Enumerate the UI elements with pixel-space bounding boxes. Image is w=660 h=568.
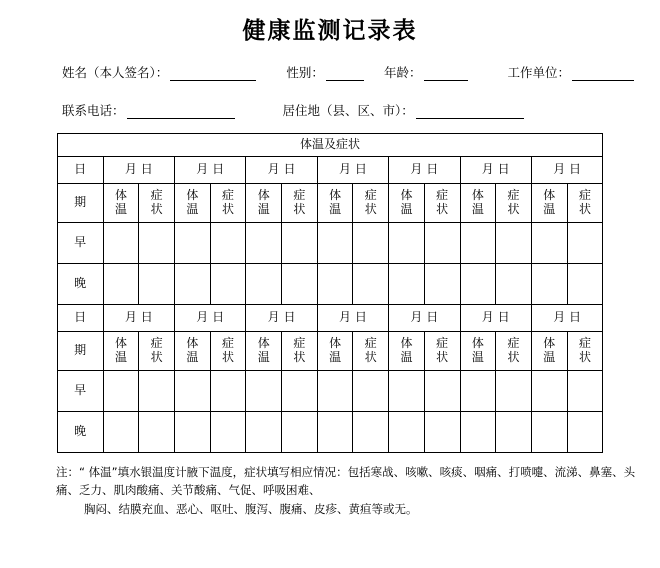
entry-cell[interactable] — [317, 412, 353, 453]
temp-line1: 体 — [543, 336, 556, 351]
phone-input-blank[interactable] — [127, 105, 235, 119]
date-cell[interactable]: 月 日 — [531, 305, 602, 332]
entry-cell[interactable] — [460, 223, 496, 264]
workplace-field[interactable] — [507, 63, 636, 81]
morning-row-block2 — [57, 371, 603, 412]
date-row-label — [57, 305, 103, 332]
temp-line1: 体 — [329, 188, 342, 203]
date-cell[interactable]: 月 日 — [246, 157, 317, 184]
residence-field[interactable] — [283, 101, 526, 119]
temp-line2: 温 — [186, 350, 199, 364]
temp-line1: 体 — [471, 188, 484, 203]
table-header-row — [57, 134, 603, 157]
entry-cell[interactable] — [246, 223, 282, 264]
footnote-line-2: 痛、乏力、肌肉酸痛、关节酸痛、气促、呼吸困难、 — [56, 483, 321, 498]
entry-cell[interactable] — [496, 223, 532, 264]
temp-line1: 体 — [329, 336, 342, 351]
workplace-input-blank[interactable] — [572, 67, 634, 81]
date-row-label-2 — [57, 332, 103, 371]
entry-cell[interactable] — [424, 412, 460, 453]
symptom-line2: 状 — [293, 350, 306, 364]
symptom-line1: 症 — [578, 336, 591, 351]
footnote-line-1: 注：“ 体温”填水银温度计腋下温度，症状填写相应情况：包括寒战、咳嗽、咳痰、咽痛、打喷嚏、流涕、鼻塞、头 — [56, 465, 636, 479]
symptom-line1: 症 — [364, 336, 377, 351]
date-label-line2: 期 — [74, 343, 87, 358]
entry-cell[interactable] — [567, 371, 603, 412]
gender-input-blank[interactable] — [326, 67, 364, 81]
entry-cell[interactable] — [317, 264, 353, 305]
temp-line1: 体 — [186, 336, 199, 351]
subheader-temp — [175, 184, 211, 223]
symptom-line2: 状 — [436, 350, 449, 364]
entry-cell[interactable] — [389, 412, 425, 453]
entry-cell[interactable] — [496, 264, 532, 305]
symptom-line1: 症 — [436, 336, 449, 351]
gender-field[interactable] — [286, 63, 366, 81]
evening-row-block2 — [57, 412, 603, 453]
temp-line1: 体 — [471, 336, 484, 351]
subheader-symptom — [353, 332, 389, 371]
symptom-line2: 状 — [507, 202, 520, 216]
entry-cell[interactable] — [353, 264, 389, 305]
symptom-line2: 状 — [222, 350, 235, 364]
temp-line1: 体 — [257, 188, 270, 203]
temp-line2: 温 — [543, 350, 556, 364]
date-label-line2: 期 — [74, 195, 87, 210]
evening-label: 晚 — [57, 264, 103, 305]
entry-cell[interactable] — [460, 371, 496, 412]
entry-cell[interactable] — [103, 223, 139, 264]
entry-cell[interactable] — [282, 412, 318, 453]
name-input-blank[interactable] — [170, 67, 256, 81]
entry-cell[interactable] — [389, 264, 425, 305]
morning-row-block1 — [57, 223, 603, 264]
subheader-symptom — [424, 332, 460, 371]
table-header-title: 体温及症状 — [57, 134, 603, 157]
subheader-temp — [103, 184, 139, 223]
temp-line1: 体 — [400, 188, 413, 203]
date-row-block2-second — [57, 332, 603, 371]
date-row-label — [57, 157, 103, 184]
entry-cell[interactable] — [139, 412, 175, 453]
symptom-line1: 症 — [293, 188, 306, 203]
subheader-temp — [175, 332, 211, 371]
date-cell[interactable]: 月 日 — [246, 305, 317, 332]
symptom-line1: 症 — [364, 188, 377, 203]
subheader-temp — [317, 184, 353, 223]
symptom-line1: 症 — [150, 336, 163, 351]
symptom-line1: 症 — [222, 188, 235, 203]
temp-line2: 温 — [543, 202, 556, 216]
date-cell[interactable]: 月 日 — [175, 157, 246, 184]
temp-line2: 温 — [114, 202, 127, 216]
temp-line2: 温 — [471, 202, 484, 216]
temp-line2: 温 — [329, 202, 342, 216]
entry-cell[interactable] — [531, 223, 567, 264]
fields-row-2 — [0, 101, 660, 119]
subheader-temp — [389, 332, 425, 371]
footnote-line-3: 胸闷、结膜充血、恶心、呕吐、腹泻、腹痛、皮疹、黄疸等或无。 — [84, 501, 418, 516]
subheader-temp — [531, 184, 567, 223]
symptom-line2: 状 — [222, 202, 235, 216]
temp-line1: 体 — [257, 336, 270, 351]
entry-cell[interactable] — [531, 371, 567, 412]
temp-line2: 温 — [186, 202, 199, 216]
temp-line1: 体 — [114, 188, 127, 203]
subheader-symptom — [496, 332, 532, 371]
entry-cell[interactable] — [282, 223, 318, 264]
subheader-temp — [460, 332, 496, 371]
temp-line2: 温 — [400, 350, 413, 364]
entry-cell[interactable] — [460, 412, 496, 453]
temp-line2: 温 — [257, 350, 270, 364]
subheader-symptom — [139, 332, 175, 371]
residence-label: 居住地（县、区、市）： — [282, 103, 414, 118]
date-cell[interactable]: 月 日 — [531, 157, 602, 184]
temp-line2: 温 — [114, 350, 127, 364]
entry-cell[interactable] — [246, 371, 282, 412]
subheader-symptom — [210, 184, 246, 223]
age-input-blank[interactable] — [424, 67, 468, 81]
date-cell[interactable]: 月 日 — [317, 157, 388, 184]
entry-cell[interactable] — [353, 412, 389, 453]
entry-cell[interactable] — [496, 371, 532, 412]
entry-cell[interactable] — [496, 412, 532, 453]
entry-cell[interactable] — [567, 223, 603, 264]
entry-cell[interactable] — [282, 371, 318, 412]
gender-label: 性别： — [286, 65, 324, 80]
name-label: 姓名（本人签名）： — [62, 65, 169, 80]
temp-line1: 体 — [543, 188, 556, 203]
date-row-block1 — [57, 157, 603, 184]
temp-line2: 温 — [257, 202, 270, 216]
date-row-block2 — [57, 305, 603, 332]
temp-line1: 体 — [400, 336, 413, 351]
date-label-line1: 日 — [74, 310, 87, 325]
subheader-temp — [460, 184, 496, 223]
entry-cell[interactable] — [282, 264, 318, 305]
subheader-temp — [246, 184, 282, 223]
date-cell[interactable]: 月 日 — [460, 305, 531, 332]
entry-cell[interactable] — [460, 264, 496, 305]
entry-cell[interactable] — [103, 264, 139, 305]
subheader-temp — [389, 184, 425, 223]
entry-cell[interactable] — [175, 371, 211, 412]
subheader-symptom — [424, 184, 460, 223]
document-page — [0, 12, 660, 568]
symptom-line2: 状 — [364, 350, 377, 364]
monitoring-table — [57, 133, 604, 453]
symptom-line1: 症 — [293, 336, 306, 351]
symptom-line1: 症 — [150, 188, 163, 203]
name-field[interactable] — [62, 63, 258, 81]
date-cell[interactable]: 月 日 — [389, 305, 460, 332]
symptom-line1: 症 — [507, 336, 520, 351]
temp-line2: 温 — [471, 350, 484, 364]
subheader-symptom — [496, 184, 532, 223]
symptom-line1: 症 — [578, 188, 591, 203]
date-cell[interactable]: 月 日 — [460, 157, 531, 184]
temp-line2: 温 — [400, 202, 413, 216]
date-cell[interactable]: 月 日 — [103, 305, 174, 332]
entry-cell[interactable] — [175, 412, 211, 453]
symptom-line1: 症 — [436, 188, 449, 203]
entry-cell[interactable] — [389, 371, 425, 412]
entry-cell[interactable] — [103, 412, 139, 453]
symptom-line2: 状 — [293, 202, 306, 216]
entry-cell[interactable] — [210, 223, 246, 264]
phone-field[interactable] — [62, 101, 237, 119]
date-cell[interactable]: 月 日 — [175, 305, 246, 332]
symptom-line2: 状 — [364, 202, 377, 216]
morning-label: 早 — [57, 371, 103, 412]
entry-cell[interactable] — [353, 223, 389, 264]
subheader-symptom — [567, 332, 603, 371]
date-cell[interactable]: 月 日 — [389, 157, 460, 184]
symptom-line2: 状 — [507, 350, 520, 364]
subheader-temp — [246, 332, 282, 371]
footnote — [0, 463, 660, 518]
symptom-line1: 症 — [222, 336, 235, 351]
entry-cell[interactable] — [353, 371, 389, 412]
age-label: 年龄： — [384, 65, 422, 80]
entry-cell[interactable] — [531, 412, 567, 453]
entry-cell[interactable] — [139, 223, 175, 264]
subheader-symptom — [567, 184, 603, 223]
entry-cell[interactable] — [139, 264, 175, 305]
page-title: 健康监测记录表 — [242, 18, 418, 44]
fields-row-1 — [0, 63, 660, 81]
subheader-temp — [103, 332, 139, 371]
entry-cell[interactable] — [567, 264, 603, 305]
subheader-symptom — [139, 184, 175, 223]
entry-cell[interactable] — [424, 264, 460, 305]
residence-input-blank[interactable] — [416, 105, 524, 119]
evening-label: 晚 — [57, 412, 103, 453]
subheader-symptom — [210, 332, 246, 371]
subheader-temp — [317, 332, 353, 371]
temp-line2: 温 — [329, 350, 342, 364]
entry-cell[interactable] — [175, 223, 211, 264]
entry-cell[interactable] — [175, 264, 211, 305]
date-cell[interactable]: 月 日 — [103, 157, 174, 184]
entry-cell[interactable] — [317, 371, 353, 412]
temp-line1: 体 — [186, 188, 199, 203]
entry-cell[interactable] — [210, 264, 246, 305]
evening-row-block1 — [57, 264, 603, 305]
symptom-line2: 状 — [578, 350, 591, 364]
workplace-label: 工作单位： — [507, 65, 570, 80]
entry-cell[interactable] — [210, 412, 246, 453]
entry-cell[interactable] — [210, 371, 246, 412]
date-row-block1-second — [57, 184, 603, 223]
entry-cell[interactable] — [567, 412, 603, 453]
entry-cell[interactable] — [389, 223, 425, 264]
symptom-line2: 状 — [150, 350, 163, 364]
table-body — [57, 134, 603, 453]
date-cell[interactable]: 月 日 — [317, 305, 388, 332]
entry-cell[interactable] — [246, 412, 282, 453]
symptom-line2: 状 — [436, 202, 449, 216]
symptom-line1: 症 — [507, 188, 520, 203]
entry-cell[interactable] — [424, 223, 460, 264]
subheader-symptom — [353, 184, 389, 223]
temp-line1: 体 — [114, 336, 127, 351]
date-label-line1: 日 — [74, 162, 87, 177]
subheader-temp — [531, 332, 567, 371]
entry-cell[interactable] — [531, 264, 567, 305]
entry-cell[interactable] — [424, 371, 460, 412]
date-row-label-2 — [57, 184, 103, 223]
symptom-line2: 状 — [150, 202, 163, 216]
entry-cell[interactable] — [246, 264, 282, 305]
subheader-symptom — [282, 332, 318, 371]
subheader-symptom — [282, 184, 318, 223]
entry-cell[interactable] — [103, 371, 139, 412]
symptom-line2: 状 — [578, 202, 591, 216]
morning-label: 早 — [57, 223, 103, 264]
entry-cell[interactable] — [139, 371, 175, 412]
entry-cell[interactable] — [317, 223, 353, 264]
phone-label: 联系电话： — [62, 103, 125, 118]
age-field[interactable] — [384, 63, 470, 81]
